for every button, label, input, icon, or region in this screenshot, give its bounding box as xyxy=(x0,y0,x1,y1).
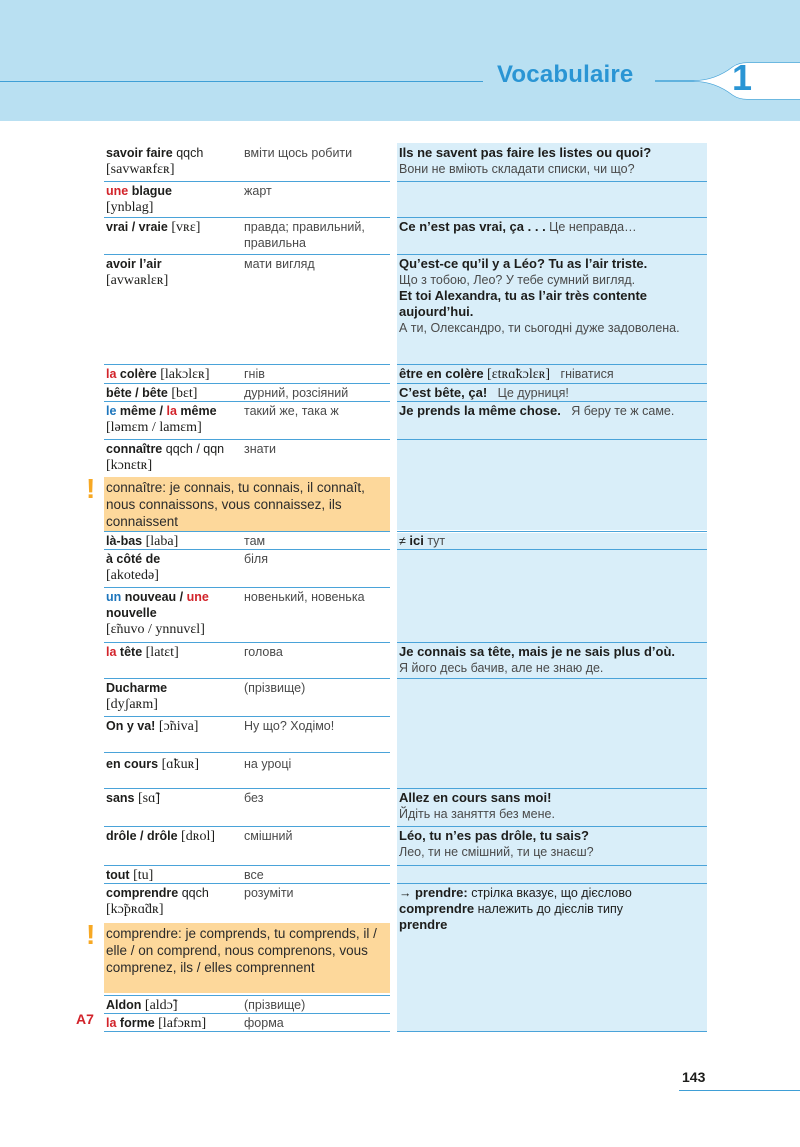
vocab-translation: голова xyxy=(244,645,283,659)
vocab-word: blague xyxy=(131,184,173,198)
row-divider xyxy=(104,865,390,866)
row-divider xyxy=(104,642,390,643)
row-divider xyxy=(104,752,390,753)
row-divider xyxy=(397,788,707,789)
vocab-ipa: [kɔ̃pʀɑ̃dʀ] xyxy=(106,902,164,917)
row-divider xyxy=(104,788,390,789)
example-ipa: [ɛtʀɑ̃kɔlɛʀ] xyxy=(487,367,551,382)
vocab-word: tout xyxy=(106,868,130,882)
row-divider xyxy=(397,254,707,255)
vocab-word: drôle / drôle xyxy=(106,829,178,843)
article: le xyxy=(106,404,117,418)
vocab-translation: без xyxy=(244,791,264,805)
vocab-translation: там xyxy=(244,534,266,548)
example-fr: Je prends la même chose. xyxy=(399,403,561,418)
conjugation-note-comprendre xyxy=(104,923,390,993)
example-note: стрілка вказує, що дієслово xyxy=(471,886,632,900)
vocab-translation: біля xyxy=(244,552,268,566)
vocab-word: Aldon xyxy=(106,998,142,1012)
example-uk: Це дурниця! xyxy=(497,386,569,400)
page-header xyxy=(0,0,800,121)
vocab-ipa: [ynblag] xyxy=(106,200,154,215)
vocab-translation: жарт xyxy=(244,184,272,198)
row-divider xyxy=(104,826,390,827)
vocab-ipa: [vʀɛ] xyxy=(171,220,201,235)
examples-background-3 xyxy=(397,533,707,1031)
example-note: належить до дієслів типу xyxy=(477,902,623,916)
vocab-complement: qqch xyxy=(178,886,209,900)
example-fr: Je connais sa tête, mais je ne sais plus d’où. xyxy=(399,644,675,659)
vocab-translation: все xyxy=(244,868,264,882)
vocab-word: sans xyxy=(106,791,135,805)
vocab-ipa: [dyʃaʀm] xyxy=(106,697,158,712)
chapter-number: 1 xyxy=(732,57,753,98)
row-divider xyxy=(104,531,390,532)
row-divider xyxy=(397,383,707,384)
vocab-translation: знати xyxy=(244,442,277,456)
vocab-translation: вміти щось робити xyxy=(244,146,353,160)
row-divider xyxy=(397,364,707,365)
vocab-ipa: [laba] xyxy=(145,534,179,549)
row-divider xyxy=(397,181,707,182)
vocab-word: Ducharme xyxy=(106,681,168,695)
article: la xyxy=(106,1016,117,1030)
vocab-translation: (прізвище) xyxy=(244,681,306,695)
vocab-ipa: [kɔnɛtʀ] xyxy=(106,458,153,473)
vocab-word: là-bas xyxy=(106,534,143,548)
arrow-icon: → xyxy=(399,886,412,900)
vocab-complement: qqch / qqn xyxy=(162,442,225,456)
vocab-translation: (прізвище) xyxy=(244,998,306,1012)
vocab-translation: розуміти xyxy=(244,886,294,900)
article: un xyxy=(106,590,122,604)
article: une xyxy=(106,184,129,198)
row-divider xyxy=(104,587,390,588)
example-fr: prendre xyxy=(399,917,448,932)
side-label: A7 xyxy=(76,1011,94,1027)
article: la xyxy=(166,404,177,418)
example-uk: Лео, ти не смішний, ти це знаєш? xyxy=(399,845,594,859)
example-fr: Qu’est-ce qu’il y a Léo? Tu as l’air triste. xyxy=(399,256,648,271)
vocab-ipa: [bɛt] xyxy=(171,386,198,401)
row-divider xyxy=(397,549,707,550)
vocab-translation: дурний, розсіяний xyxy=(244,386,349,400)
example-fr: Léo, tu n’es pas drôle, tu sais? xyxy=(399,828,589,843)
example-fr: Allez en cours sans moi! xyxy=(399,790,552,805)
conjugation-note-connaitre xyxy=(104,477,390,531)
vocab-translation: Ну що? Ходімо! xyxy=(244,719,335,733)
vocab-translation: форма xyxy=(244,1016,284,1030)
vocab-ipa: [dʀol] xyxy=(181,829,216,844)
example-uk: Вони не вміють складати списки, чи що? xyxy=(399,162,635,176)
vocab-translation: мати вигляд xyxy=(244,257,315,271)
example-fr: Ils ne savent pas faire les listes ou quoi? xyxy=(399,145,652,160)
warning-icon: ! xyxy=(86,919,96,950)
example-fr: être en colère xyxy=(399,366,484,381)
vocab-word: tête xyxy=(119,645,143,659)
row-divider xyxy=(397,1031,707,1032)
vocab-word: forme xyxy=(119,1016,155,1030)
vocab-word: avoir l’air xyxy=(106,257,162,271)
row-divider xyxy=(104,678,390,679)
vocab-ipa: [sɑ̃] xyxy=(137,791,161,806)
vocab-ipa: [savwaʀfɛʀ] xyxy=(106,162,175,177)
vocab-ipa: [ɔ̃niva] xyxy=(158,719,199,734)
chapter-tab xyxy=(655,55,800,105)
example-uk: А ти, Олександро, ти сьогодні дуже задоволена. xyxy=(399,321,680,335)
row-divider xyxy=(104,383,390,384)
example-fr: ici xyxy=(409,533,424,548)
vocab-ipa: [ləmɛm / lamɛm] xyxy=(106,420,202,435)
example-uk: Йдіть на заняття без мене. xyxy=(399,807,555,821)
vocab-ipa: [akotedə] xyxy=(106,568,159,583)
warning-icon: ! xyxy=(86,473,96,504)
vocab-word: bête / bête xyxy=(106,386,168,400)
example-fr: Et toi Alexandra, tu as l’air très contente aujourd’hui. xyxy=(399,288,648,319)
row-divider xyxy=(397,883,707,884)
row-divider xyxy=(397,826,707,827)
vocab-word: comprendre xyxy=(106,886,179,900)
vocab-translation: новенький, новенька xyxy=(244,590,365,604)
row-divider xyxy=(397,678,707,679)
vocab-ipa: [avwaʀlɛʀ] xyxy=(106,273,169,288)
vocab-ipa: [aldɔ̃] xyxy=(144,998,178,1013)
vocab-word: connaître xyxy=(106,442,163,456)
vocab-word: même xyxy=(180,404,217,418)
conjugation-text: comprendre: je comprends, tu comprends, il / elle / on comprend, nous comprenons, vous comprenez, ils / elles comprennent xyxy=(106,926,377,975)
vocab-word: nouveau / xyxy=(124,590,184,604)
vocab-word: vrai / vraie xyxy=(106,220,168,234)
row-divider xyxy=(104,181,390,182)
example-fr: prendre: xyxy=(414,885,468,900)
example-uk: Це неправда… xyxy=(549,220,637,234)
row-divider xyxy=(397,642,707,643)
footer-rule xyxy=(679,1090,800,1091)
vocab-word: même / xyxy=(119,404,164,418)
vocab-translation: такий же, така ж xyxy=(244,404,339,418)
article: la xyxy=(106,367,117,381)
vocab-ipa: [ɑ̃kuʀ] xyxy=(161,757,200,772)
vocab-word: colère xyxy=(119,367,157,381)
example-uk: Що з тобою, Лео? У тебе сумний вигляд. xyxy=(399,273,636,287)
example-uk: гніватися xyxy=(560,367,614,381)
vocab-ipa: [lafɔʀm] xyxy=(158,1016,207,1031)
not-equal-symbol: ≠ xyxy=(399,534,406,548)
vocab-ipa: [tu] xyxy=(133,868,154,883)
example-uk: Я беру те ж саме. xyxy=(571,404,675,418)
article: une xyxy=(186,590,209,604)
conjugation-text: connaître: je connais, tu connais, il connaît, nous connaissons, vous connaissez, ils connaissent xyxy=(106,480,365,529)
example-uk: тут xyxy=(427,534,446,548)
row-divider xyxy=(104,364,390,365)
vocab-translation: смішний xyxy=(244,829,293,843)
row-divider xyxy=(104,217,390,218)
row-divider xyxy=(397,401,707,402)
vocab-ipa: [ɛ̃nuvo / ynnuvɛl] xyxy=(106,622,205,637)
vocab-translation: правда; правильний, правильна xyxy=(244,220,365,250)
row-divider xyxy=(397,439,707,440)
row-divider xyxy=(104,254,390,255)
vocab-word: nouvelle xyxy=(106,606,157,620)
vocab-ipa: [lakɔlɛʀ] xyxy=(160,367,210,382)
example-fr: comprendre xyxy=(399,901,475,916)
header-rule-left xyxy=(0,81,483,82)
example-fr: C’est bête, ça! xyxy=(399,385,488,400)
vocab-complement: qqch xyxy=(172,146,204,160)
article: la xyxy=(106,645,117,659)
row-divider xyxy=(104,995,390,996)
vocab-word: à côté de xyxy=(106,552,161,566)
row-divider xyxy=(397,865,707,866)
vocab-word: savoir faire xyxy=(106,146,173,160)
vocab-translation: на уроці xyxy=(244,757,292,771)
example-uk: Я його десь бачив, але не знаю де. xyxy=(399,661,604,675)
vocab-word: en cours xyxy=(106,757,159,771)
row-divider xyxy=(104,439,390,440)
section-title: Vocabulaire xyxy=(497,61,634,88)
page-number: 143 xyxy=(682,1069,706,1085)
row-divider xyxy=(397,531,707,532)
row-divider xyxy=(104,716,390,717)
vocab-word: On y va! xyxy=(106,719,156,733)
vocab-ipa: [latɛt] xyxy=(145,645,179,660)
vocab-translation: гнів xyxy=(244,367,265,381)
example-fr: Ce n’est pas vrai, ça . . . xyxy=(399,219,546,234)
row-divider xyxy=(397,217,707,218)
